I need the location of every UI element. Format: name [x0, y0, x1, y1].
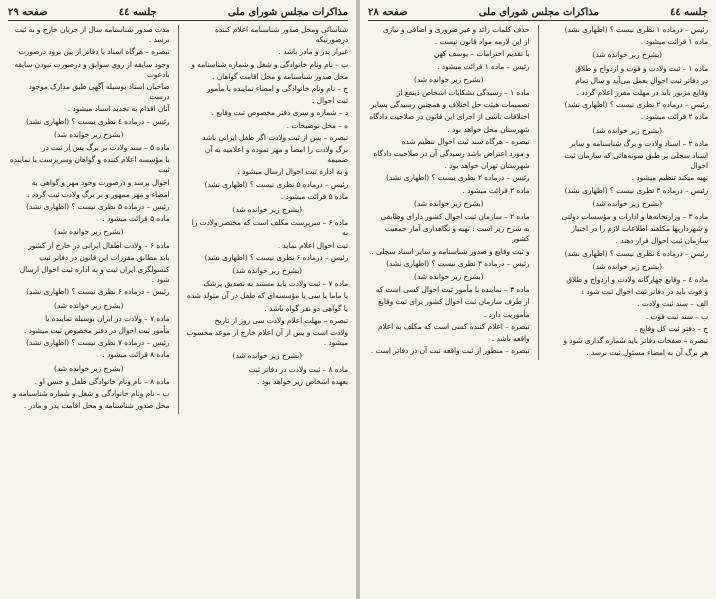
- right-col-a: [546, 25, 708, 360]
- left-page: [0, 0, 356, 599]
- left-columns: [8, 25, 348, 414]
- column-rule: [538, 25, 539, 360]
- right-col-b: [368, 25, 530, 360]
- text-line: ماده ٤ – وقایع چهارگانه ولادت و ازدواج و طلاق: [566, 275, 708, 285]
- text-line: برگ ولادت را امضا و مهر نموده و اعلامیه به آن ضمیمه: [204, 145, 348, 165]
- text-line: تصمیمات هیئت حل اختلاف و همچنین رسیدگی بسایر: [370, 100, 530, 110]
- text-line: اختلافات ناشی از اجرای این قانون در صلاحیت دادگاه: [369, 112, 530, 122]
- column-rule: [178, 25, 179, 414]
- text-line: رئیس – درماده ۵ نظری نیست ؟ (اظهاری نشد): [204, 179, 348, 189]
- text-line: و شهرداریها مکلفند اطلاعات لازم را در اختیار: [571, 224, 708, 234]
- text-line: ماده ۸ قرائت میشود .: [102, 350, 170, 360]
- text-line: رئیس – درماده ۶ نظری نیست ؟ (اظهاری نشد): [204, 252, 348, 262]
- text-line: ماده ۲ قرائت میشود .: [640, 112, 708, 122]
- text-line: تبصره – صفحات دفاتر باید شماره گذاری شود و: [563, 336, 708, 346]
- text-line: الف – سند ثبت ولادت .: [637, 299, 708, 309]
- text-line: باید مطابق مقررات این قانون در دفاتر ثبت: [39, 252, 170, 262]
- text-line: (بشرح زیر خوانده شد): [592, 198, 662, 208]
- text-line: و مورد اعتراض باشد رسیدگی آن در صلاحیت دادگاه: [373, 149, 530, 159]
- text-line: (بشرح زیر خوانده شد): [232, 351, 302, 361]
- text-line: ه – محل توضیحات .: [286, 120, 348, 130]
- text-line: ولادت است و پس از آن اعلام خارج از موعد محسوب میشود .: [186, 328, 348, 348]
- text-line: ماده ۵ قرائت میشود .: [102, 214, 170, 224]
- text-line: (بشرح زیر خوانده شد): [592, 261, 662, 271]
- text-line: به شرح زیر است : تهیه و نگاهداری آمار جمعیت کشور: [384, 224, 530, 244]
- right-page-number: صفحه ۲۸: [368, 6, 408, 18]
- text-line: تبصره – هرگاه سند ثبت احوال تنظیم شده: [401, 136, 530, 146]
- text-line: ماده ۱ قرائت میشود .: [640, 37, 708, 47]
- text-line: از این لازمه مواد قانون نیست .: [434, 37, 530, 47]
- text-line: سازمان ثبت احوال قرار دهند .: [615, 236, 708, 246]
- text-line: یا ماما یا سی یا مؤسسه‌ای که طفل در آن متولد شده: [187, 291, 348, 301]
- text-line: رئیس – درماده ۱ نظری نیست ؟ (اظهاری نشد): [564, 25, 708, 34]
- right-session-label: جلسه ٤٤: [669, 6, 708, 18]
- left-page-number: صفحه ۲۹: [8, 6, 48, 18]
- text-line: ماده ۳ – وزارتخانه‌ها و ادارات و مؤسسات دولتی: [561, 212, 708, 222]
- text-line: اسناد سجلی بر طبق نمونه‌هائی که سازمان ثبت احوال: [564, 151, 708, 171]
- text-line: رئیس – درماده ۲ نظری نیست ؟ (اظهاری نشد): [564, 100, 708, 110]
- text-line: (بشرح زیر خوانده شد): [414, 272, 484, 282]
- text-line: شهرستان تهران خواهد بود .: [444, 161, 530, 171]
- text-line: (بشرح زیر خوانده شد): [592, 50, 662, 60]
- text-line: ماده ۷ – ثبت ولادت باید مستند به تصدیق پزشک: [203, 279, 348, 289]
- right-columns: [368, 25, 708, 360]
- text-line: یا مؤسسه اعلام کننده و گواهان وسرپرست یا نماینده ثبت: [9, 155, 170, 175]
- text-line: در دفاتر ثبت احوال بعمل می‌آید و سال تمام: [575, 75, 708, 85]
- text-line: و به اداره ثبت احوال ارسال میشود .: [237, 167, 348, 177]
- text-line: ثبت احوال .: [312, 96, 348, 106]
- text-line: محل صدور شناسنامه و محل اقامت گواهان .: [212, 71, 348, 81]
- text-line: و ثبت وقایع و صدور شناسنامه و سایر اسناد سجلی .: [371, 246, 530, 256]
- text-line: بعهده اشخاص زیر خواهد بود .: [257, 376, 348, 386]
- text-line: ماده ۶ – ولادت اطفال ایرانی در خارج از کشور: [28, 240, 170, 250]
- text-line: رئیس – درماده ۵ نظری نیست ؟ (اظهاری نشد): [26, 202, 170, 212]
- text-line: ماده ۱ – ثبت ولادت و فوت و ازدواج و طلاق: [575, 63, 708, 73]
- text-line: رئیس – درماده ۳ نظری نیست ؟ (اظهاری نشد): [564, 185, 708, 195]
- left-session-label: جلسه ٤٤: [118, 6, 157, 18]
- text-line: ثبت احوال اعلام نماید .: [277, 240, 348, 250]
- text-line: (بشرح زیر خوانده شد): [414, 74, 484, 84]
- text-line: (بشرح زیر خوانده شد): [414, 198, 484, 208]
- text-line: ماده ۷ – ولادت در ایران بوسیله نماینده یا: [45, 313, 170, 323]
- text-line: رئیس – درماده ۲ نظری نیست ؟ (اظهاری نشد): [386, 173, 530, 183]
- text-line: (بشرح زیر خوانده شد): [54, 227, 124, 237]
- text-line: و فوت باید در دفاتر ثبت احوال ثبت شود :: [581, 287, 708, 297]
- text-line: کنسولگری ایران ثبت و به اداره ثبت احوال ارسال شود .: [19, 265, 170, 285]
- text-line: محل صدور شناسنامه و محل اقامت پدر و مادر .: [23, 401, 170, 411]
- text-line: ماده ۱ – رسیدگی بشکایات اشخاص ذینفع از: [396, 88, 530, 98]
- text-line: احوال برسد و درصورت وجود مهر و گواهی به: [31, 177, 170, 187]
- text-line: تبصره – پس از ثبت ولادت اگر طفل ایرانی باشد: [202, 132, 348, 142]
- text-line: وقایع مزبور باید در مهلت مقرر اعلام گردد .: [576, 88, 708, 98]
- text-line: آنان اقدام به تجدید اسناد میشود .: [67, 104, 170, 114]
- left-journal-title: مذاکرات مجلس شورای ملی: [227, 6, 348, 18]
- text-line: ماده ۶ – سرپرست مکلف است که مختصر ولادت را به: [191, 218, 348, 238]
- text-line: تبصره – منظور از ثبت واقعه ثبت آن در دفاتر است .: [370, 346, 530, 356]
- right-page-header: [368, 4, 708, 21]
- text-line: رئیس – درماده ٤ نظری نیست ؟ (اظهاری نشد): [26, 116, 170, 126]
- text-line: رئیس – ماده ۱ قرائت میشود .: [437, 61, 530, 71]
- text-line: رئیس – درماده ۷ نظری نیست ؟ (اظهاری نشد): [26, 338, 170, 348]
- left-col-a: [186, 25, 348, 414]
- text-line: ج – دفتر ثبت کل وقایع .: [634, 323, 708, 333]
- text-line: حذف کلمات زائد و غیر ضروری و اضافی و نیازی: [382, 25, 530, 34]
- text-line: تبصره – اعلام کننده کسی است که مکلف به اعلام: [377, 321, 530, 331]
- text-line: ماده ۵ – سند ولادت بر برگ پس از ثبت در: [41, 143, 170, 153]
- text-line: ماده ۸ – نام ونام خانوادگی طفل و جنس او .: [34, 376, 170, 386]
- text-line: رئیس – درماده ۶ نظری نیست ؟ (اظهاری نشد): [26, 287, 170, 297]
- text-line: شناسائی ومحل صدور شناسنامه اعلام کننده درصورتیکه: [214, 25, 348, 45]
- text-line: د – شماره و سری دفتر مخصوص ثبت وقایع .: [211, 108, 348, 118]
- text-line: غیراز پدر و مادر باشد .: [278, 47, 348, 57]
- text-line: ماده ۳ – نماینده یا مأمور ثبت احوال کسی است که: [375, 285, 530, 295]
- text-line: (بشرح زیر خوانده شد): [54, 129, 124, 139]
- text-line: (بشرح زیر خوانده شد): [592, 125, 662, 135]
- text-line: (بشرح زیر خوانده شد): [54, 300, 124, 310]
- text-line: از طرف سازمان ثبت احوال کشور برای ثبت وقایع: [378, 297, 530, 307]
- text-line: تبصره – مهلت اعلام ولادت سی روز از تاریخ: [214, 315, 348, 325]
- text-line: ماده ۵ قرائت میشود .: [280, 191, 348, 201]
- text-line: ماده ۸ – ثبت ولادت در دفاتر ثبت: [248, 364, 348, 374]
- text-line: وجود سابقه از روی سوابق و درصورت نبودن سابقه بادعوت: [14, 59, 170, 79]
- text-line: تهیه میکند تنظیم میشود .: [631, 173, 708, 183]
- text-line: مدت صدور شناسنامه سال از جریان خارج و به ثبت برسد .: [14, 25, 170, 45]
- text-line: مأمور ثبت احوال در دفتر مخصوص ثبت میشود .: [23, 326, 170, 336]
- left-col-b: [8, 25, 170, 414]
- text-line: واقعه باشد .: [491, 334, 530, 344]
- text-line: ماده ۲ – سازمان ثبت احوال کشور دارای وظایفی: [380, 212, 530, 222]
- text-line: ب – سند ثبت فوت .: [645, 311, 708, 321]
- text-line: (بشرح زیر خوانده شد): [54, 363, 124, 373]
- right-journal-title: مذاکرات مجلس شورای ملی: [478, 6, 599, 18]
- text-line: با تقدیم احترامات – یوسف کهن: [433, 49, 530, 59]
- text-line: صاحبان اسناد بوسیله آگهی طبق مدارک موجود درست: [28, 82, 170, 102]
- text-line: (بشرح زیر خوانده شد): [232, 205, 302, 215]
- text-line: رئیس – درماده ٤ نظری نیست ؟ (اظهاری نشد): [564, 248, 708, 258]
- text-line: ج – نام ونام خانوادگی و امضاء نماینده یا مأمور: [206, 84, 348, 94]
- text-line: ماده ۲ – اسناد ولادت و برگ شناسنامه و سایر: [569, 138, 708, 148]
- text-line: هر برگ آن به امضاء مسئول ثبت برسد .: [586, 348, 708, 358]
- right-page: [360, 0, 716, 599]
- text-line: تبصره – هرگاه اسناد یا دفاتر از بین برود درصورت: [18, 47, 170, 57]
- text-line: امضاء و مهر ممهور و بر برگ ولادت ثبت گردد .: [27, 189, 170, 199]
- text-line: ماده ۲ قرائت میشود .: [462, 185, 530, 195]
- text-line: رئیس – درماده ۳ نظری نیست ؟ (اظهاری نشد): [386, 258, 530, 268]
- text-line: یا گواهی دو نفر گواه باشد .: [264, 303, 348, 313]
- text-line: شهرستان محل خواهد بود .: [447, 124, 530, 134]
- text-line: مأموریت دارد .: [483, 309, 530, 319]
- left-page-header: [8, 4, 348, 21]
- text-line: ب – نام ونام خانوادگی و شغل و شماره شناسنامه و: [191, 59, 348, 69]
- text-line: (بشرح زیر خوانده شد): [232, 266, 302, 276]
- text-line: ب – نام ونام خانوادگی و شغل و شماره شناسنامه و: [12, 389, 170, 399]
